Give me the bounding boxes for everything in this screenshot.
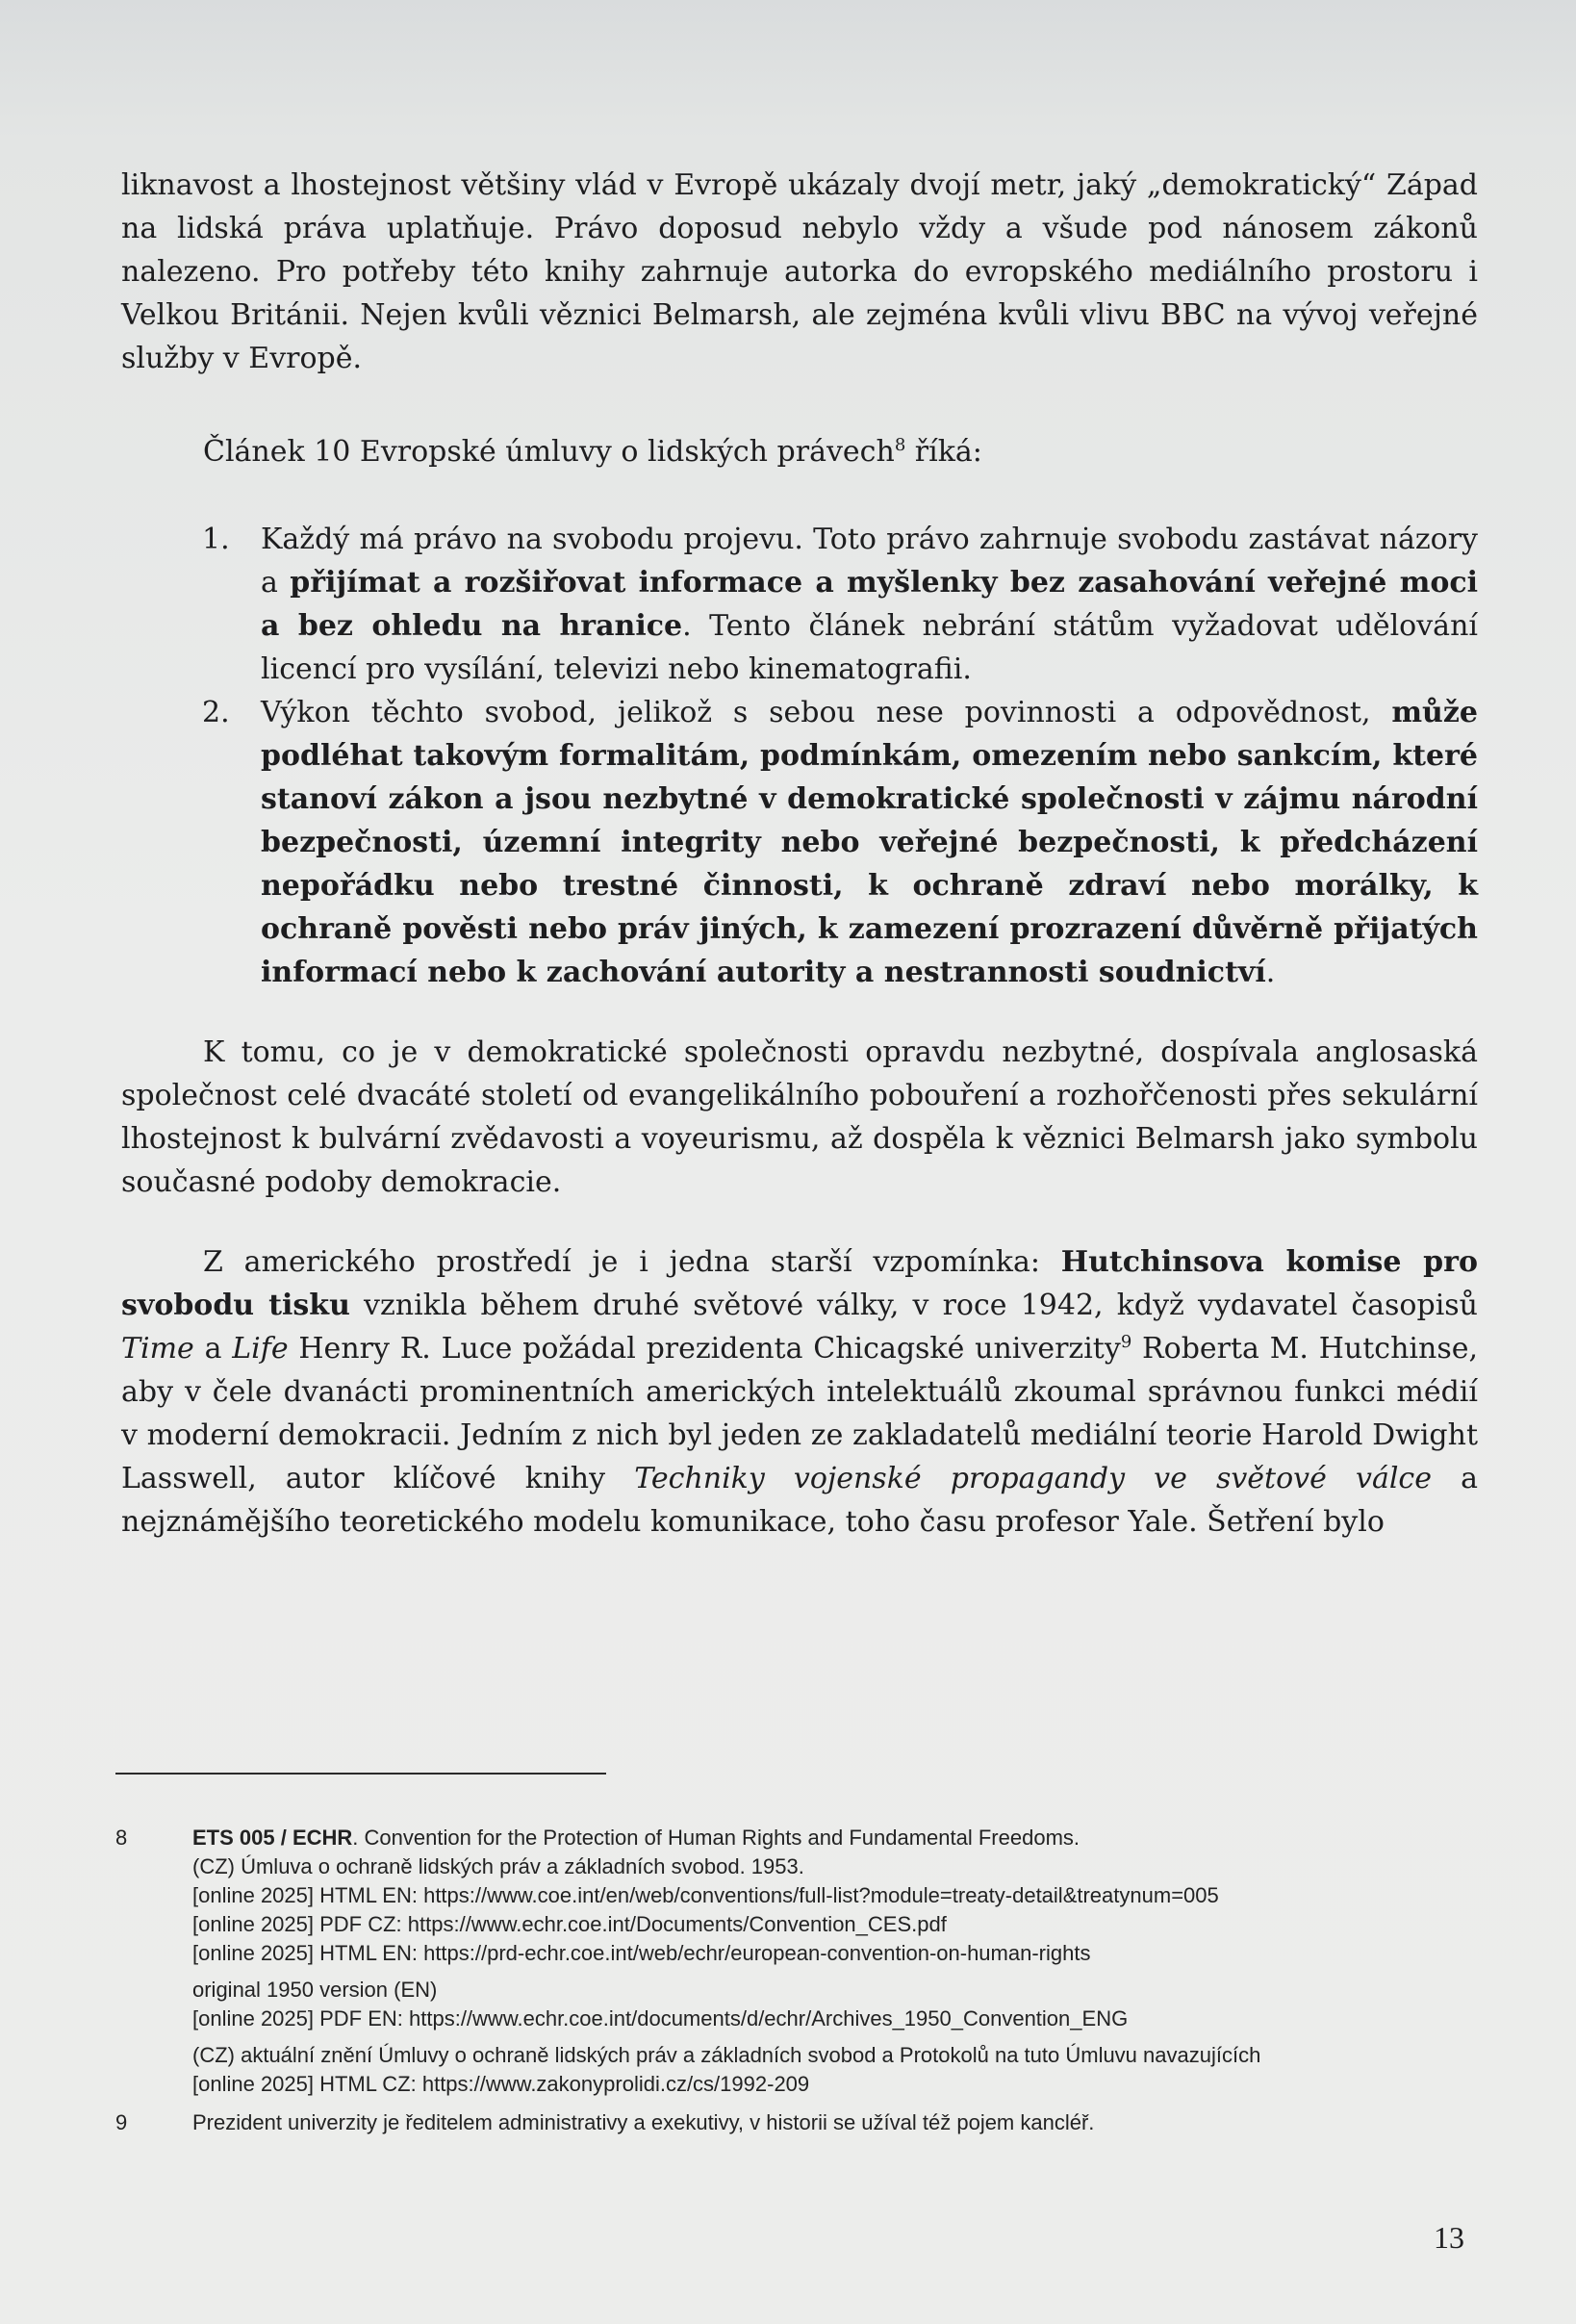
footnote-code: ETS 005 / ECHR	[192, 1826, 353, 1850]
footnote-divider	[115, 1773, 606, 1775]
page-number: 13	[1434, 2220, 1464, 2255]
footnote-link-line: [online 2025] HTML EN: https://prd-echr.coe.int/web/echr/european-convention-on-human-rights	[192, 1941, 1091, 1965]
footnote-line	[192, 1824, 1482, 1852]
item-text: . Tento článek nebrání státům vyžadovat udělování licencí pro vysílání, televizi nebo kinematografii.	[261, 609, 1478, 686]
text-run: Henry R. Luce požádal prezidenta Chicagské univerzity	[288, 1332, 1121, 1366]
footnote-ref-8: 8	[894, 435, 906, 455]
item-text: Každý má právo na svobodu projevu. Toto právo zahrnuje svobodu zastávat názory a	[261, 523, 1478, 600]
text-run: a nejznámějšího teoretického modelu komunikace, toho času profesor Yale. Šetření bylo	[121, 1462, 1478, 1539]
paragraph-continuation: liknavost a lhostejnost většiny vlád v Evropě ukázaly dvojí metr, jaký „demokratický“ Západ na lidská práva uplatňuje. Právo doposud nebylo vždy a všude pod nánosem zákonů nalezeno. Pro potřeby této knihy zahrnuje autorka do evropského mediálního prostoru i Velkou Británii. Nejen kvůli věznici Belmarsh, ale zejména kvůli vlivu BBC na vývoj veřejné služby v Evropě.	[121, 168, 1478, 375]
footnote-line: (CZ) aktuální znění Úmluvy o ochraně lidských práv a základních svobod a Protokolů na tuto Úmluvu navazujících	[192, 2043, 1261, 2067]
text-run: a	[193, 1332, 233, 1366]
book-title: Techniky vojenské propagandy ve světové válce	[634, 1462, 1432, 1495]
footnote-link-line: [online 2025] HTML EN: https://www.coe.int/en/web/conventions/full-list?module=treaty-detail&treatynum=005	[192, 1883, 1219, 1907]
article-intro	[121, 430, 1478, 473]
article-10-list	[121, 518, 1478, 994]
footnote-9	[115, 2108, 1482, 2137]
paragraph-belmarsh: K tomu, co je v demokratické společnosti opravdu nezbytné, dospívala anglosaská společnost celé dvacáté století od evangelikálního pobouření a rozhořčenosti přes sekulární lhostejnost k bulvární zvědavosti a voyeurismu, až dospěla k věznici Belmarsh jako symbolu současné podoby demokracie.	[121, 1035, 1478, 1199]
item-text: .	[1265, 956, 1276, 989]
commission-name: Hutchinsova komise pro svobodu tisku	[121, 1245, 1478, 1322]
item-text: Výkon těchto svobod, jelikož s sebou nese povinnosti a odpovědnost,	[261, 696, 1392, 729]
item-number: 2.	[202, 696, 230, 729]
footnote-link-line: [online 2025] PDF CZ: https://www.echr.coe.int/Documents/Convention_CES.pdf	[192, 1912, 947, 1936]
article-item-2	[121, 691, 1478, 994]
article-item-1	[121, 518, 1478, 691]
text-run: Z amerického prostředí je i jedna starší vzpomínka:	[203, 1245, 1061, 1279]
footnote-number: 8	[115, 1826, 128, 1850]
body-text	[121, 164, 1478, 1544]
footnote-link-line: [online 2025] PDF EN: https://www.echr.coe.int/documents/d/echr/Archives_1950_Convention_ENG	[192, 2006, 1129, 2030]
text-run: Roberta M. Hutchinse, aby v čele dvanácti prominentních amerických intelektuálů zkoumal správnou funkci médií v moderní demokracii. Jedním z nich byl jeden ze zakladatelů mediální teorie Harold Dwight Lasswell, autor klíčové knihy	[121, 1332, 1479, 1495]
footnote-link-line: [online 2025] HTML CZ: https://www.zakonyprolidi.cz/cs/1992-209	[192, 2072, 810, 2096]
item-emphasis: může podléhat takovým formalitám, podmínkám, omezením nebo sankcím, které stanoví zákon a jsou nezbytné v demokratické společnosti v zájmu národní bezpečnosti, územní integrity nebo veřejné bezpečnosti, k předcházení nepořádku nebo trestné činnosti, k ochraně zdraví nebo morálky, k ochraně pověsti nebo práv jiných, k zamezení prozrazení důvěrně přijatých informací nebo k zachování autority a nestrannosti soudnictví	[261, 696, 1478, 989]
footnote-line: Prezident univerzity je ředitelem administrativy a exekutivy, v historii se užíval též pojem kancléř.	[192, 2110, 1095, 2134]
magazine-life: Life	[232, 1332, 289, 1366]
item-number: 1.	[202, 523, 230, 556]
footnote-8	[115, 1824, 1482, 2099]
article-intro-text: Článek 10 Evropské úmluvy o lidských právech	[203, 435, 895, 469]
footnote-line: original 1950 version (EN)	[192, 1978, 438, 2002]
text-run: vznikla během druhé světové války, v roce 1942, když vydavatel časopisů	[349, 1289, 1479, 1322]
item-emphasis: přijímat a rozšiřovat informace a myšlenky bez zasahování veřejné moci a bez ohledu na hranice	[261, 566, 1478, 643]
footnotes	[115, 1824, 1482, 2137]
footnote-title: . Convention for the Protection of Human Rights and Fundamental Freedoms.	[352, 1826, 1080, 1850]
footnote-line: (CZ) Úmluva o ochraně lidských práv a základních svobod. 1953.	[192, 1854, 804, 1878]
footnote-ref-9: 9	[1120, 1332, 1132, 1352]
article-intro-end: říká:	[905, 435, 982, 469]
magazine-time: Time	[121, 1332, 194, 1366]
paragraph-hutchins	[121, 1240, 1478, 1544]
footnote-number: 9	[115, 2110, 128, 2134]
